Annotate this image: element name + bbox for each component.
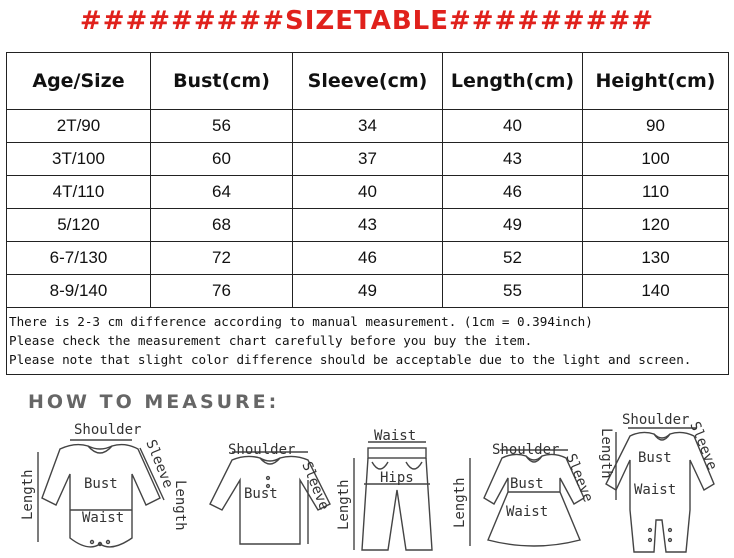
header-age-size: Age/Size <box>7 53 151 110</box>
table-header-row <box>7 53 729 110</box>
table-row <box>7 176 729 209</box>
cell-bust: 68 <box>151 209 293 242</box>
romper-bust-label: Bust <box>638 450 672 466</box>
bodysuit-sleeve-label: Sleeve <box>142 437 177 491</box>
how-to-measure-heading: HOW TO MEASURE: <box>28 391 280 413</box>
romper-shoulder-label: Shoulder <box>622 412 690 428</box>
cell-sleeve: 46 <box>293 242 443 275</box>
romper-length-label: Length <box>598 428 614 479</box>
cell-height: 130 <box>583 242 729 275</box>
cell-height: 110 <box>583 176 729 209</box>
size-table-title: #########SIZETABLE######### <box>79 6 655 36</box>
table-row <box>7 209 729 242</box>
table-row <box>7 275 729 308</box>
header-height: Height(cm) <box>583 53 729 110</box>
header-sleeve: Sleeve(cm) <box>293 53 443 110</box>
cell-length: 49 <box>443 209 583 242</box>
cell-length: 43 <box>443 143 583 176</box>
shirt-sleeve-label: Sleeve <box>298 459 333 513</box>
measure-diagrams <box>0 380 734 558</box>
romper-sleeve-label: Sleeve <box>686 419 721 473</box>
notes-row <box>7 308 729 375</box>
cell-length: 55 <box>443 275 583 308</box>
shirt-shoulder-label: Shoulder <box>228 442 296 458</box>
note-line: Please note that slight color difference should be acceptable due to the light and screen. <box>9 352 692 367</box>
cell-bust: 60 <box>151 143 293 176</box>
romper-waist-label: Waist <box>634 482 677 498</box>
note-line: Please check the measurement chart carefully before you buy the item. <box>9 333 533 348</box>
pants-hips-label: Hips <box>380 470 414 486</box>
cell-age-size: 6-7/130 <box>7 242 151 275</box>
cell-age-size: 3T/100 <box>7 143 151 176</box>
size-table <box>6 52 729 375</box>
cell-age-size: 8-9/140 <box>7 275 151 308</box>
bodysuit-waist-label: Waist <box>82 510 125 526</box>
notes-cell <box>7 308 729 375</box>
shirt-bust-label: Bust <box>244 486 278 502</box>
cell-sleeve: 37 <box>293 143 443 176</box>
cell-height: 90 <box>583 110 729 143</box>
cell-bust: 56 <box>151 110 293 143</box>
pants-waist-label: Waist <box>374 428 417 444</box>
table-row <box>7 110 729 143</box>
cell-length: 52 <box>443 242 583 275</box>
cell-age-size: 2T/90 <box>7 110 151 143</box>
header-length: Length(cm) <box>443 53 583 110</box>
bodysuit-bust-label: Bust <box>84 476 118 492</box>
cell-bust: 72 <box>151 242 293 275</box>
dress-sleeve-label: Sleeve <box>562 451 597 505</box>
cell-length: 40 <box>443 110 583 143</box>
dress-waist-label: Waist <box>506 504 549 520</box>
cell-age-size: 4T/110 <box>7 176 151 209</box>
header-bust: Bust(cm) <box>151 53 293 110</box>
pants-icon <box>354 442 432 550</box>
cell-height: 120 <box>583 209 729 242</box>
cell-sleeve: 43 <box>293 209 443 242</box>
cell-bust: 64 <box>151 176 293 209</box>
cell-height: 100 <box>583 143 729 176</box>
cell-bust: 76 <box>151 275 293 308</box>
dress-bust-label: Bust <box>510 476 544 492</box>
cell-sleeve: 40 <box>293 176 443 209</box>
cell-sleeve: 49 <box>293 275 443 308</box>
table-row <box>7 242 729 275</box>
shirt-length-label: Length <box>172 480 188 531</box>
bodysuit-shoulder-label: Shoulder <box>74 422 142 438</box>
table-row <box>7 143 729 176</box>
bodysuit-icon <box>38 440 164 547</box>
pants-length-label: Length <box>336 479 352 530</box>
dress-shoulder-label: Shoulder <box>492 442 560 458</box>
cell-age-size: 5/120 <box>7 209 151 242</box>
cell-length: 46 <box>443 176 583 209</box>
note-line: There is 2-3 cm difference according to manual measurement. (1cm = 0.394inch) <box>9 314 593 329</box>
bodysuit-length-label: Length <box>20 469 36 520</box>
cell-sleeve: 34 <box>293 110 443 143</box>
cell-height: 140 <box>583 275 729 308</box>
dress-length-label: Length <box>452 477 468 528</box>
